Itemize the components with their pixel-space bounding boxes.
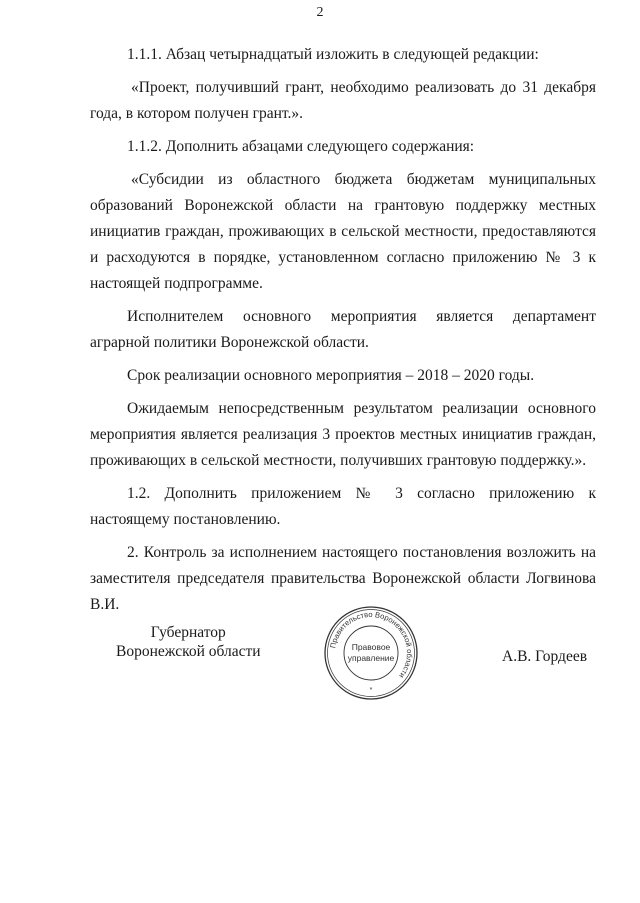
paragraph: Срок реализации основного мероприятия – 2018 – 2020 годы. [127, 367, 535, 384]
paragraph: 1.1.2. Дополнить абзацами следующего содержания: [127, 138, 475, 155]
paragraph: Ожидаемым непосредственным результатом реализации основного мероприятия является реализация 3 проектов местных инициатив граждан, проживающих в сельской местности, получивших грантовую поддержку.». [90, 400, 596, 469]
paragraph: 1.2. Дополнить приложением № 3 согласно приложению к настоящему постановлению. [90, 485, 596, 528]
stamp-inner-text: Правовое [351, 642, 391, 652]
stamp-star: * [369, 687, 373, 694]
paragraph: «Проект, получивший грант, необходимо реализовать до 31 декабря года, в котором получен грант.». [90, 79, 596, 122]
signatory-title-line: Губернатор [150, 624, 226, 641]
signature-block [0, 609, 640, 711]
signatory-title [116, 623, 261, 661]
page-number: 2 [316, 5, 324, 20]
paragraph: Исполнителем основного мероприятия является департамент аграрной политики Воронежской области. [90, 308, 596, 351]
stamp-outer-text: Правительство Воронежской области [328, 609, 415, 680]
stamp-inner-text: управление [347, 653, 395, 663]
paragraph: 1.1.1. Абзац четырнадцатый изложить в следующей редакции: [127, 46, 539, 63]
paragraph: 2. Контроль за исполнением настоящего постановления возложить на заместителя председателя правительства Воронежской области Логвинова В.И. [90, 544, 596, 613]
paragraph: «Субсидии из областного бюджета бюджетам муниципальных образований Воронежской области на грантовую поддержку местных инициатив граждан, проживающих в сельской местности, предоставляются и расходуются в порядке, установленном согласно приложению № 3 к настоящей подпрограмме. [90, 171, 596, 292]
signatory-name: А.В. Гордеев [502, 648, 588, 665]
official-stamp [323, 605, 419, 701]
document-body [90, 42, 596, 625]
signatory-title-line: Воронежской области [116, 643, 261, 660]
